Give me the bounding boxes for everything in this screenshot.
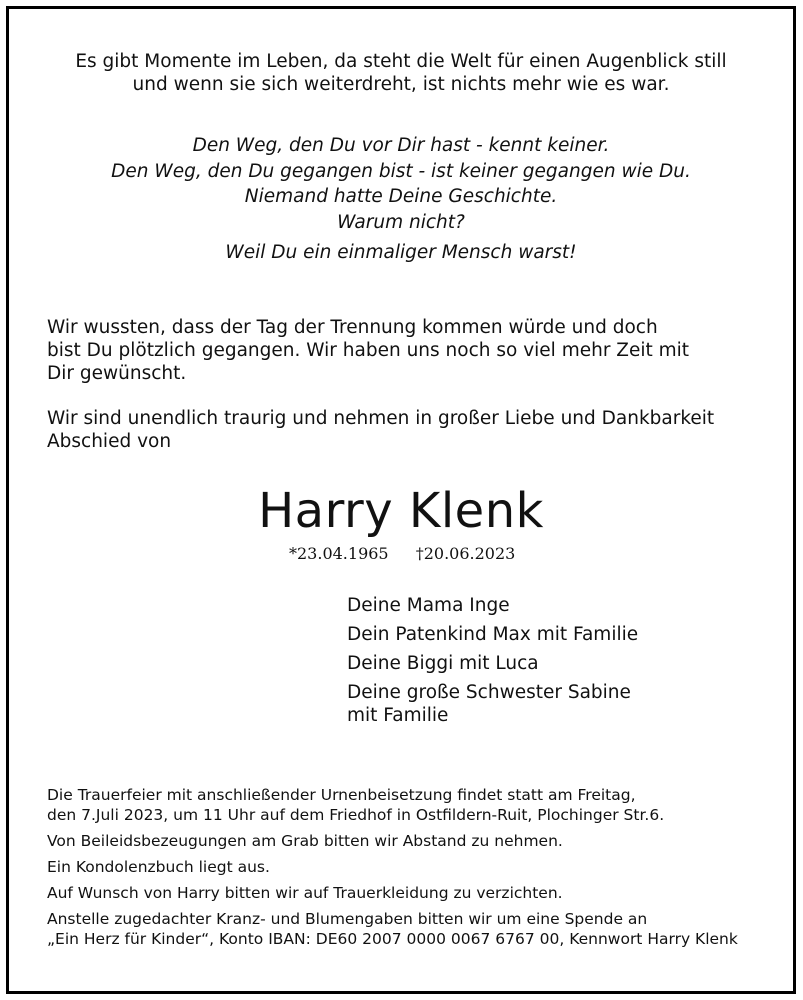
birth-date: *23.04.1965 bbox=[289, 544, 389, 563]
funeral-notices bbox=[47, 785, 787, 949]
paragraph-line: Wir wussten, dass der Tag der Trennung kommen würde und doch bbox=[47, 317, 658, 338]
poem-line: Niemand hatte Deine Geschichte. bbox=[244, 186, 558, 207]
death-date: †20.06.2023 bbox=[415, 544, 516, 563]
notice-line: Die Trauerfeier mit anschließender Urnenbeisetzung findet statt am Freitag, bbox=[47, 786, 636, 804]
condolence-book-note: Ein Kondolenzbuch liegt aus. bbox=[47, 858, 270, 876]
poem-line: Weil Du ein einmaliger Mensch warst! bbox=[225, 242, 577, 263]
donation-note bbox=[47, 909, 787, 949]
notice-line: den 7.Juli 2023, um 11 Uhr auf dem Friedhof in Ostfildern-Ruit, Plochinger Str.6. bbox=[47, 806, 665, 824]
mourner-item-continuation: mit Familie bbox=[347, 705, 449, 726]
farewell-paragraph bbox=[47, 316, 767, 385]
mourner-item: Deine Biggi mit Luca bbox=[347, 653, 539, 674]
poem-line: Den Weg, den Du vor Dir hast - kennt keiner. bbox=[192, 135, 610, 156]
poem-line: Warum nicht? bbox=[337, 211, 465, 233]
poem bbox=[9, 133, 793, 266]
paragraph-line: Dir gewünscht. bbox=[47, 363, 187, 384]
deceased-name: Harry Klenk bbox=[258, 483, 544, 539]
obituary-frame bbox=[6, 6, 796, 994]
mourner-item: Deine große Schwester Sabine bbox=[347, 682, 631, 703]
funeral-details bbox=[47, 785, 787, 825]
mourner-item: Dein Patenkind Max mit Familie bbox=[347, 624, 639, 645]
attire-note: Auf Wunsch von Harry bitten wir auf Trauerkleidung zu verzichten. bbox=[47, 884, 563, 902]
condolences-note: Von Beileidsbezeugungen am Grab bitten wir Abstand zu nehmen. bbox=[47, 832, 563, 850]
paragraph-line: Wir sind unendlich traurig und nehmen in großer Liebe und Dankbarkeit bbox=[47, 408, 715, 429]
paragraph-line: Abschied von bbox=[47, 431, 172, 452]
intro-line: und wenn sie sich weiterdreht, ist nichts mehr wie es war. bbox=[132, 74, 670, 95]
notice-line: „Ein Herz für Kinder“, Konto IBAN: DE60 2007 0000 0067 6767 00, Kennwort Harry Klenk bbox=[47, 930, 738, 948]
paragraph-line: bist Du plötzlich gegangen. Wir haben uns noch so viel mehr Zeit mit bbox=[47, 340, 690, 361]
intro-line: Es gibt Momente im Leben, da steht die Welt für einen Augenblick still bbox=[75, 51, 727, 72]
mourners-list bbox=[347, 594, 638, 727]
mourner-item: Deine Mama Inge bbox=[347, 595, 510, 616]
poem-line: Den Weg, den Du gegangen bist - ist keiner gegangen wie Du. bbox=[111, 160, 691, 182]
life-dates bbox=[289, 544, 515, 564]
farewell-intro-paragraph bbox=[47, 407, 787, 453]
intro-text bbox=[9, 50, 793, 96]
notice-line: Anstelle zugedachter Kranz- und Blumengaben bitten wir um eine Spende an bbox=[47, 910, 648, 928]
